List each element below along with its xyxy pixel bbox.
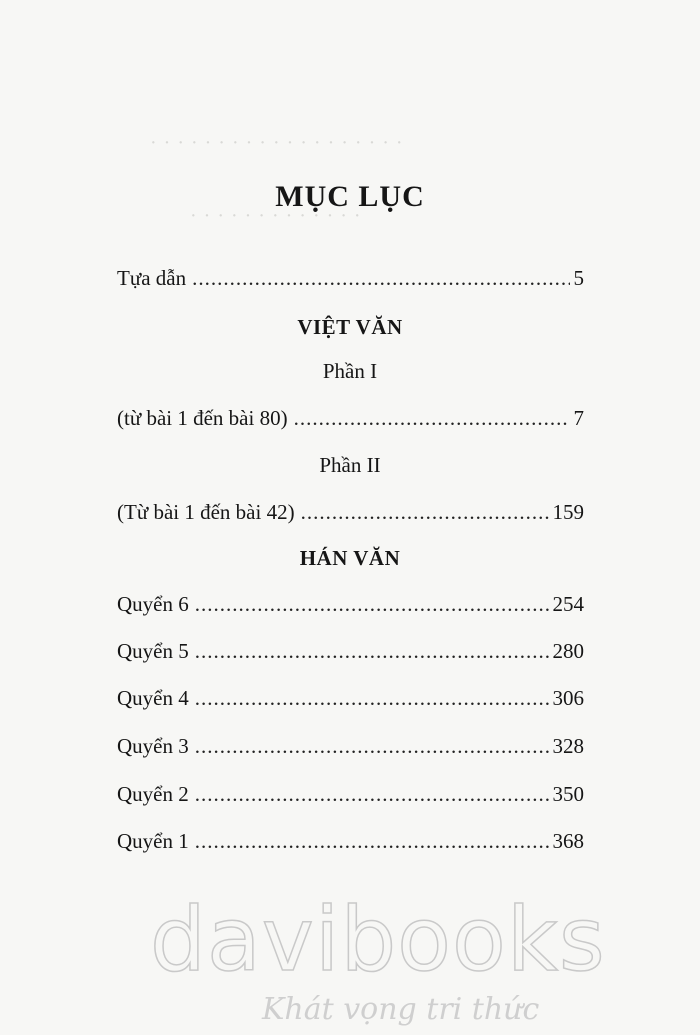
part-heading: Phần I <box>322 359 378 383</box>
toc-entry <box>117 403 584 433</box>
toc-entry-page: 328 <box>552 734 584 758</box>
dot-leader <box>192 263 569 293</box>
toc-entry-label: Quyển 6 <box>117 592 189 616</box>
dot-leader <box>195 826 549 856</box>
toc-entry-label: Quyển 1 <box>117 829 189 853</box>
watermark-slogan: Khát vọng tri thức <box>262 992 540 1027</box>
toc-entry-label: Quyển 5 <box>117 639 189 663</box>
dot-leader <box>195 636 549 666</box>
watermark-logo: davibooks <box>150 888 606 991</box>
bleed-through-text: · · · · · · · · · · · · · · · · · · · <box>150 132 404 154</box>
dot-leader <box>294 403 570 433</box>
toc-entry-page: 5 <box>573 266 584 290</box>
toc-entry-label: Quyển 2 <box>117 782 189 806</box>
bleed-through-text: · · · · · · · · · · · · · <box>190 205 362 227</box>
toc-entry-label: Quyển 3 <box>117 734 189 758</box>
section-heading: VIỆT VĂN <box>297 315 403 339</box>
toc-entry <box>117 636 584 666</box>
dot-leader <box>195 731 549 761</box>
toc-entry-page: 368 <box>552 829 584 853</box>
toc-entry-page: 7 <box>573 406 584 430</box>
toc-entry <box>117 779 584 809</box>
toc-entry-page: 350 <box>552 782 584 806</box>
section-heading: HÁN VĂN <box>299 546 401 570</box>
dot-leader <box>195 779 549 809</box>
toc-entry <box>117 731 584 761</box>
toc-entry-label: Tựa dẫn <box>117 266 187 290</box>
toc-entry-page: 306 <box>552 686 584 710</box>
part-heading: Phần II <box>319 453 381 477</box>
toc-entry-label: Quyển 4 <box>117 686 189 710</box>
toc-entry <box>117 683 584 713</box>
dot-leader <box>195 589 549 619</box>
toc-entry <box>117 826 584 856</box>
toc-entry-page: 159 <box>552 500 584 524</box>
toc-entry-label: (Từ bài 1 đến bài 42) <box>117 500 295 524</box>
toc-entry-page: 254 <box>552 592 584 616</box>
toc-entry <box>117 589 584 619</box>
toc-entry <box>117 497 584 527</box>
dot-leader <box>301 497 549 527</box>
toc-entry-label: (từ bài 1 đến bài 80) <box>117 406 288 430</box>
toc-entry <box>117 263 584 293</box>
toc-entry-page: 280 <box>552 639 584 663</box>
page-title: MỤC LỤC <box>275 180 425 213</box>
dot-leader <box>195 683 549 713</box>
